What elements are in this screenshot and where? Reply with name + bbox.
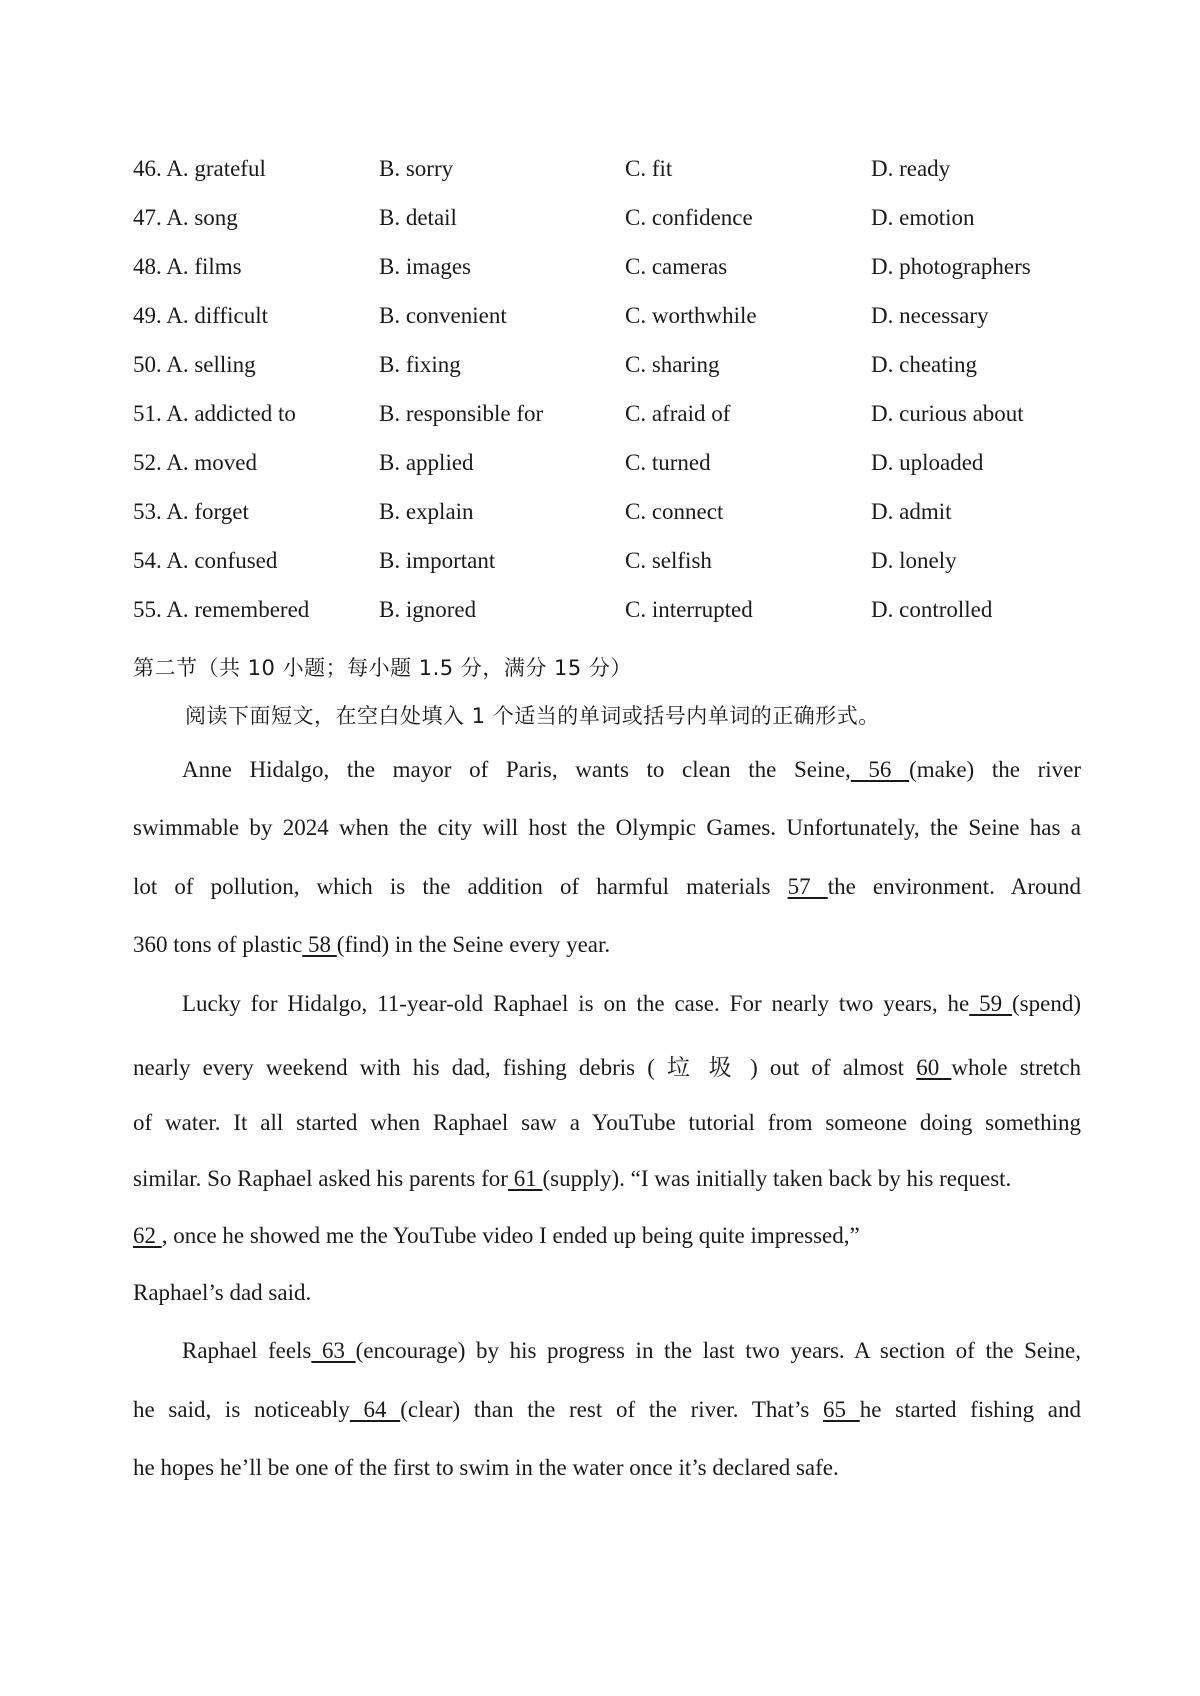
option-d: D. admit: [871, 498, 952, 524]
option-b: B. applied: [379, 449, 474, 475]
option-d: D. necessary: [871, 302, 989, 328]
passage-line: Anne Hidalgo, the mayor of Paris, wants to clean the Seine, 56 (make) the river: [182, 757, 1081, 782]
option-b: B. important: [379, 547, 496, 573]
option-c: C. interrupted: [625, 596, 753, 622]
option-b: B. responsible for: [379, 400, 544, 426]
option-b: B. images: [379, 253, 471, 279]
option-a: 49. A. difficult: [133, 302, 269, 328]
option-c: C. worthwhile: [625, 302, 757, 328]
option-a: 51. A. addicted to: [133, 400, 296, 426]
option-b: B. explain: [379, 498, 474, 524]
section-heading: 第二节（共 10 小题；每小题 1.5 分，满分 15 分）: [133, 656, 632, 680]
blank-59: 59: [969, 991, 1013, 1016]
passage-line: 62 , once he showed me the YouTube video I ended up being quite impressed,”: [133, 1223, 860, 1248]
blank-60: 60: [916, 1055, 952, 1080]
option-a: 50. A. selling: [133, 351, 256, 377]
blank-56: 56: [850, 757, 910, 782]
option-d: D. lonely: [871, 547, 957, 573]
option-a: 55. A. remembered: [133, 596, 310, 622]
option-d: D. curious about: [871, 400, 1024, 426]
option-d: D. controlled: [871, 596, 993, 622]
passage-line: nearly every weekend with his dad, fishing debris ( 垃 圾 ) out of almost 60 whole stretch: [133, 1055, 1082, 1080]
blank-63: 63: [311, 1338, 356, 1363]
option-b: B. ignored: [379, 596, 477, 622]
option-b: B. detail: [379, 204, 457, 230]
option-a: 47. A. song: [133, 204, 238, 230]
passage-line: Raphael feels 63 (encourage) by his progress in the last two years. A section of the Seine,: [182, 1338, 1081, 1363]
option-b: B. fixing: [379, 351, 461, 377]
passage-line: he said, is noticeably 64 (clear) than the rest of the river. That’s 65 he started fishing and: [133, 1397, 1081, 1422]
option-b: B. sorry: [379, 155, 454, 181]
blank-61: 61: [507, 1166, 543, 1191]
option-row-54: [133, 536, 1113, 585]
option-row-53: [133, 487, 1113, 536]
passage-line: he hopes he’ll be one of the first to swim in the water once it’s declared safe.: [133, 1455, 839, 1480]
passage-line: of water. It all started when Raphael saw a YouTube tutorial from someone doing something: [133, 1110, 1081, 1135]
option-c: C. afraid of: [625, 400, 731, 426]
blank-64: 64: [349, 1397, 401, 1422]
blank-65: 65: [823, 1397, 860, 1422]
section-instruction: 阅读下面短文，在空白处填入 1 个适当的单词或括号内单词的正确形式。: [185, 704, 880, 728]
blank-58: 58: [302, 932, 337, 957]
option-row-49: [133, 291, 1113, 340]
passage-line: Raphael’s dad said.: [133, 1280, 312, 1305]
options-table: [133, 144, 1113, 634]
blank-62: 62: [133, 1223, 162, 1248]
option-c: C. cameras: [625, 253, 728, 279]
option-d: D. photographers: [871, 253, 1031, 279]
option-a: 46. A. grateful: [133, 155, 266, 181]
option-c: C. selfish: [625, 547, 712, 573]
option-row-47: [133, 193, 1113, 242]
passage-line: lot of pollution, which is the addition of harmful materials 57 the environment. Around: [133, 874, 1082, 899]
passage-line: 360 tons of plastic 58 (find) in the Seine every year.: [133, 932, 611, 957]
option-d: D. cheating: [871, 351, 978, 377]
option-row-51: [133, 389, 1113, 438]
option-c: C. turned: [625, 449, 711, 475]
option-c: C. connect: [625, 498, 724, 524]
option-b: B. convenient: [379, 302, 507, 328]
passage-line: similar. So Raphael asked his parents for 61 (supply). “I was initially taken back by his request.: [133, 1166, 1012, 1191]
option-c: C. fit: [625, 155, 673, 181]
blank-57: 57: [787, 874, 828, 899]
option-a: 48. A. films: [133, 253, 242, 279]
passage-line: swimmable by 2024 when the city will host the Olympic Games. Unfortunately, the Seine has a: [133, 815, 1081, 840]
option-a: 52. A. moved: [133, 449, 257, 475]
option-c: C. confidence: [625, 204, 753, 230]
option-d: D. emotion: [871, 204, 975, 230]
option-row-48: [133, 242, 1113, 291]
passage-line: Lucky for Hidalgo, 11-year-old Raphael is on the case. For nearly two years, he 59 (spend): [182, 991, 1081, 1016]
option-c: C. sharing: [625, 351, 720, 377]
option-d: D. uploaded: [871, 449, 984, 475]
option-row-50: [133, 340, 1113, 389]
option-row-52: [133, 438, 1113, 487]
option-a: 54. A. confused: [133, 547, 278, 573]
option-row-46: [133, 144, 1113, 193]
option-d: D. ready: [871, 155, 951, 181]
option-row-55: [133, 585, 1113, 634]
option-a: 53. A. forget: [133, 498, 249, 524]
